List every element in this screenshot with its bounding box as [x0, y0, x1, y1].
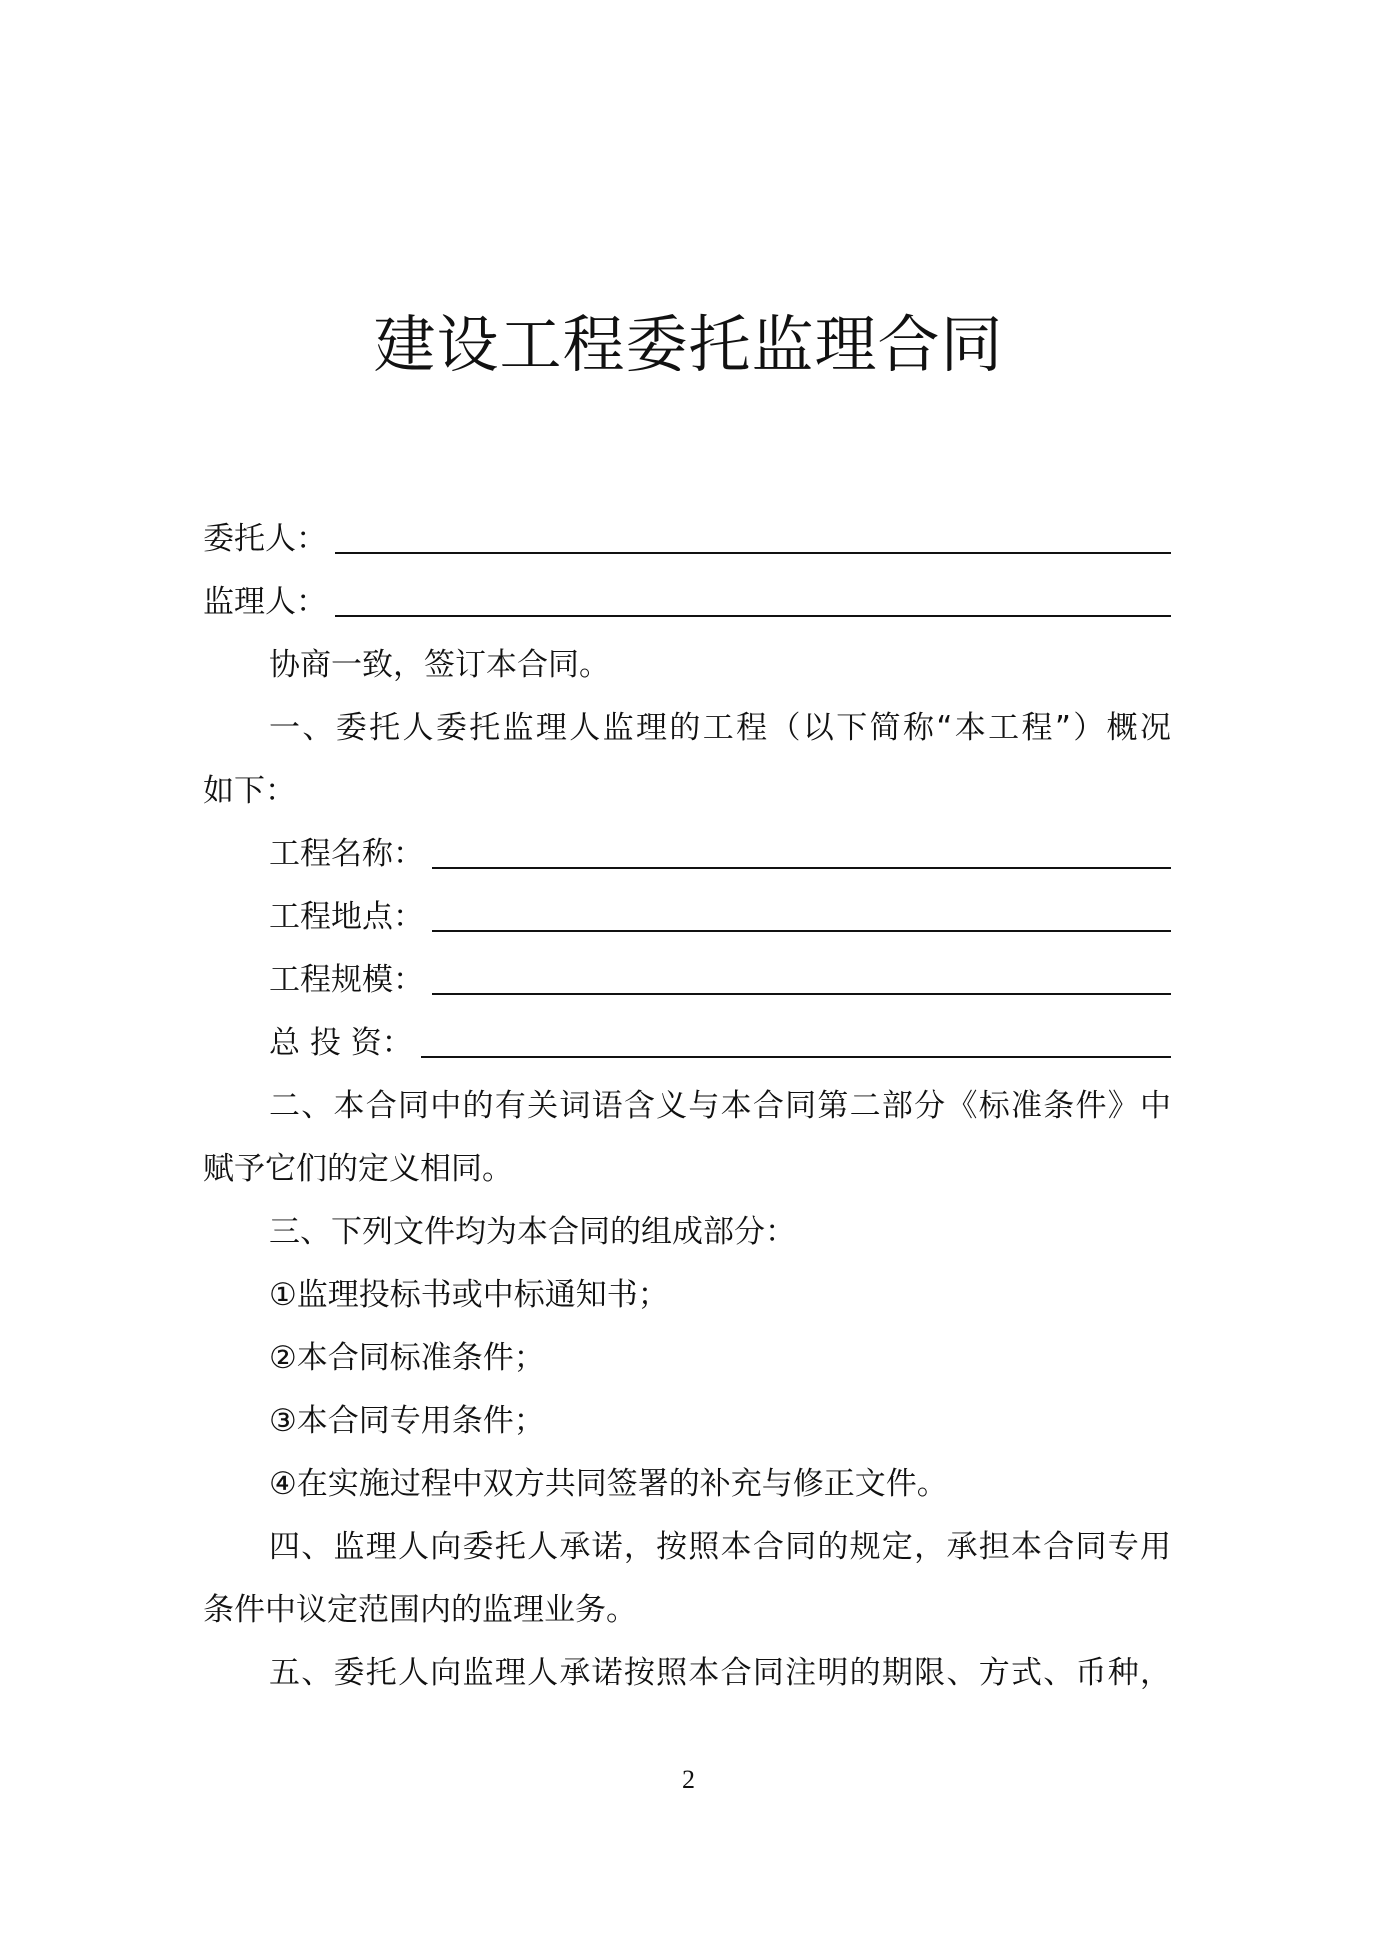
clause-4-line-2: 条件中议定范围内的监理业务。 [203, 1592, 637, 1628]
project-investment-field [203, 1012, 1171, 1075]
clause-2-text-1: 二、本合同中的有关词语含义与本合同第二部分《标准条件》中 [269, 1088, 1171, 1124]
clause-3-item-3: ③本合同专用条件； [269, 1403, 545, 1439]
clause-1-text-1: 一、委托人委托监理人监理的工程（以下简称“本工程”）概况 [269, 710, 1171, 746]
clause-4-text-1: 四、监理人向委托人承诺，按照本合同的规定，承担本合同专用 [269, 1529, 1171, 1565]
clause-3-heading: 三、下列文件均为本合同的组成部分： [269, 1214, 796, 1250]
clause-4-line-1 [203, 1516, 1171, 1579]
supervisor-field [203, 571, 1171, 634]
supervisor-label: 监理人： [203, 584, 327, 620]
client-blank-line [335, 512, 1171, 554]
client-field [203, 508, 1171, 571]
clause-3-item-1: ①监理投标书或中标通知书； [269, 1277, 669, 1313]
client-label: 委托人： [203, 521, 327, 557]
clause-1-line-2: 如下： [203, 773, 296, 809]
project-scale-blank-line [432, 953, 1171, 995]
project-location-field [203, 886, 1171, 949]
page-number: 2 [682, 1765, 695, 1794]
clause-1-line-1 [203, 697, 1171, 760]
project-scale-label: 工程规模： [269, 962, 424, 998]
supervisor-blank-line [335, 575, 1171, 617]
intro-paragraph: 协商一致，签订本合同。 [269, 647, 610, 683]
clause-3-item-4: ④在实施过程中双方共同签署的补充与修正文件。 [269, 1466, 948, 1502]
project-name-field [203, 823, 1171, 886]
clause-5-text-1: 五、委托人向监理人承诺按照本合同注明的期限、方式、币种， [269, 1655, 1171, 1691]
project-investment-label: 总 投 资： [269, 1025, 413, 1061]
document-title: 建设工程委托监理合同 [373, 308, 1004, 381]
clause-5-line-1 [203, 1642, 1171, 1705]
project-location-label: 工程地点： [269, 899, 424, 935]
clause-3-item-2: ②本合同标准条件； [269, 1340, 545, 1376]
project-name-blank-line [432, 827, 1171, 869]
project-location-blank-line [432, 890, 1171, 932]
clause-2-line-1 [203, 1075, 1171, 1138]
project-name-label: 工程名称： [269, 836, 424, 872]
project-investment-blank-line [421, 1016, 1171, 1058]
contract-body [203, 508, 1171, 1705]
project-scale-field [203, 949, 1171, 1012]
clause-2-line-2: 赋予它们的定义相同。 [203, 1151, 513, 1187]
